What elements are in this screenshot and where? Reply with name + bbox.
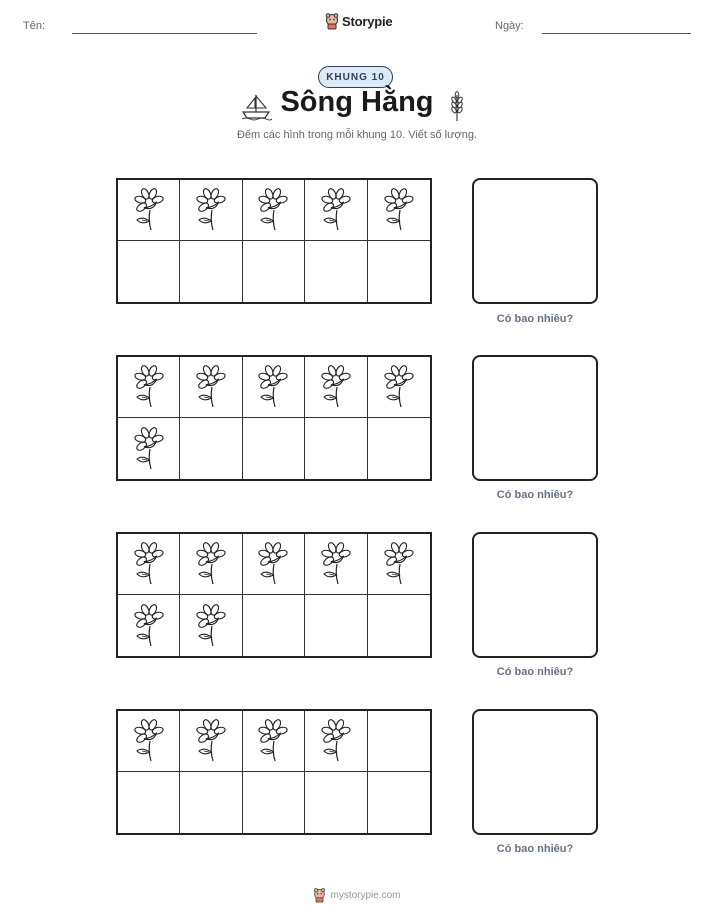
frame-cell [118,357,180,418]
frame-cell [305,418,367,479]
flower-icon [318,542,354,586]
frame-cell [118,772,180,833]
footer-url: mystorypie.com [330,890,401,901]
frame-cell [118,418,180,479]
frame-cell [368,357,430,418]
frame-cell [243,711,305,772]
flower-icon [318,365,354,409]
flower-icon [193,719,229,763]
ten-frame-2 [116,355,432,481]
name-label: Tên: [23,20,46,32]
frame-cell [368,418,430,479]
frame-cell [180,357,242,418]
frame-cell [180,534,242,595]
page-title: Sông Hằng [280,86,434,118]
answer-box-2[interactable] [472,355,598,481]
date-label: Ngày: [495,20,524,32]
date-field[interactable] [542,33,691,34]
frame-cell [305,180,367,241]
category-badge: KHUNG 10 [318,66,393,88]
flower-icon [131,365,167,409]
flower-icon [131,719,167,763]
frame-cell [243,357,305,418]
frame-cell [118,595,180,656]
frame-cell [305,241,367,302]
frame-cell [118,241,180,302]
frame-cell [118,711,180,772]
frame-cell [368,711,430,772]
brand [325,13,392,30]
question-label-3: Có bao nhiêu? [496,666,574,678]
frame-cell [305,772,367,833]
flower-icon [318,719,354,763]
flower-icon [381,188,417,232]
frame-cell [118,180,180,241]
flower-icon [193,604,229,648]
flower-icon [131,542,167,586]
flower-icon [381,542,417,586]
frame-cell [180,418,242,479]
frame-cell [118,534,180,595]
frame-cell [180,595,242,656]
answer-box-1[interactable] [472,178,598,304]
frame-cell [368,595,430,656]
storypie-logo-small [313,888,326,903]
flower-icon [193,188,229,232]
frame-cell [368,772,430,833]
frame-cell [305,595,367,656]
flower-icon [255,365,291,409]
frame-cell [180,772,242,833]
wheat-icon [447,90,467,122]
storypie-logo [325,13,339,30]
instructions: Đếm các hình trong mỗi khung 10. Viết số lượng. [236,129,477,141]
frame-cell [243,180,305,241]
frame-cell [180,241,242,302]
answer-box-4[interactable] [472,709,598,835]
answer-box-3[interactable] [472,532,598,658]
flower-icon [255,542,291,586]
flower-icon [131,604,167,648]
question-label-4: Có bao nhiêu? [496,843,574,855]
flower-icon [193,365,229,409]
frame-cell [243,772,305,833]
ten-frame-3 [116,532,432,658]
name-field[interactable] [72,33,257,34]
flower-icon [318,188,354,232]
frame-cell [180,711,242,772]
frame-cell [368,241,430,302]
flower-icon [193,542,229,586]
brand-name: Storypie [342,14,393,29]
flower-icon [255,719,291,763]
frame-cell [305,357,367,418]
ten-frame-1 [116,178,432,304]
flower-icon [255,188,291,232]
frame-cell [243,418,305,479]
flower-icon [381,365,417,409]
question-label-2: Có bao nhiêu? [496,489,574,501]
question-label-1: Có bao nhiêu? [496,313,574,325]
frame-cell [243,595,305,656]
ten-frame-4 [116,709,432,835]
frame-cell [305,711,367,772]
frame-cell [368,534,430,595]
frame-cell [243,534,305,595]
flower-icon [131,188,167,232]
frame-cell [243,241,305,302]
flower-icon [131,427,167,471]
frame-cell [368,180,430,241]
frame-cell [180,180,242,241]
frame-cell [305,534,367,595]
footer [0,888,714,903]
